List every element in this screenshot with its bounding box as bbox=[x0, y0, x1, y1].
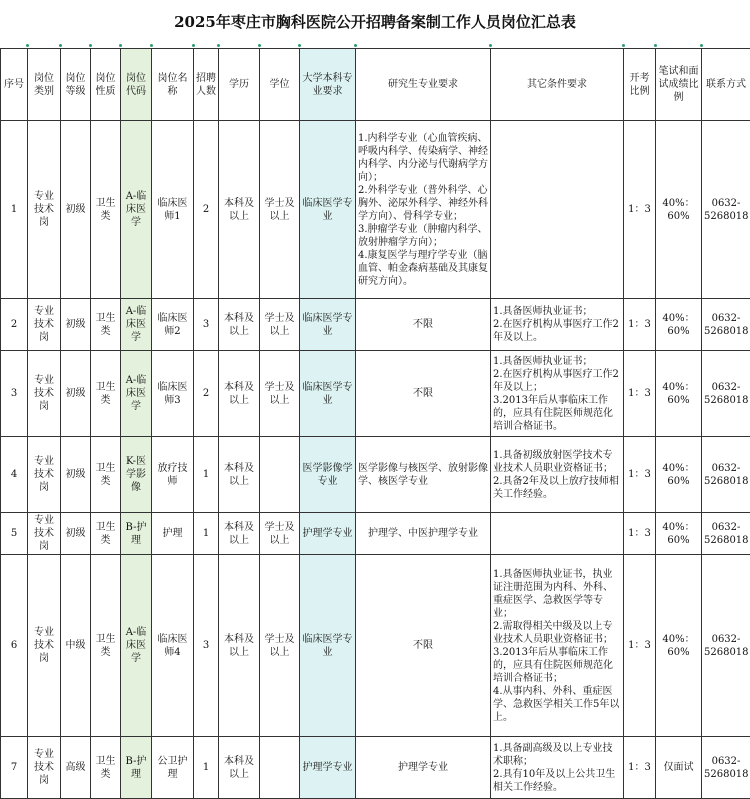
column-marker bbox=[258, 44, 261, 47]
cell-name: 公卫护理 bbox=[152, 737, 194, 799]
table-row bbox=[1, 121, 750, 299]
cell-undergrad-major: 临床医学专业 bbox=[300, 121, 356, 299]
cell-category: 专业技术岗 bbox=[28, 437, 61, 513]
column-marker bbox=[150, 44, 153, 47]
positions-table bbox=[0, 48, 750, 799]
header-nature: 岗位性质 bbox=[91, 49, 121, 121]
cell-other: 1.具备医师执业证书，执业证注册范围为内科、外科、重症医学、急救医学等专业； 2.需取得相关中级及以上专业技术人员职业资格证书； 3.2013年后从事临床工作的，应具有住院医师规范化培训合格证书； 4.从事内科、外科、重症医学、急救医学相关工作5年以上。 bbox=[491, 555, 624, 737]
cell-level: 初级 bbox=[61, 513, 91, 555]
cell-code: B-护理 bbox=[121, 737, 152, 799]
cell-code: A-临床医学 bbox=[121, 351, 152, 437]
cell-name: 放疗技师 bbox=[152, 437, 194, 513]
column-marker bbox=[59, 44, 62, 47]
page-title: 2025年枣庄市胸科医院公开招聘备案制工作人员岗位汇总表 bbox=[174, 13, 576, 31]
cell-other bbox=[491, 513, 624, 555]
cell-score-ratio: 40%：60% bbox=[656, 351, 702, 437]
header-other: 其它条件要求 bbox=[491, 49, 624, 121]
cell-education: 本科及以上 bbox=[219, 121, 260, 299]
header-contact: 联系方式 bbox=[702, 49, 750, 121]
header-undergrad-major: 大学本科专业要求 bbox=[300, 49, 356, 121]
cell-nature: 卫生类 bbox=[91, 737, 121, 799]
cell-contact: 0632-5268018 bbox=[702, 121, 750, 299]
table-row bbox=[1, 737, 750, 799]
cell-count: 2 bbox=[194, 121, 219, 299]
cell-count: 3 bbox=[194, 555, 219, 737]
cell-name: 临床医师4 bbox=[152, 555, 194, 737]
table-row bbox=[1, 555, 750, 737]
cell-level: 初级 bbox=[61, 437, 91, 513]
cell-count: 3 bbox=[194, 299, 219, 351]
cell-other: 1.具备初级放射医学技术专业技术人员职业资格证书； 2.具备2年及以上放疗技师相关工作经验。 bbox=[491, 437, 624, 513]
cell-grad-major: 不限 bbox=[356, 351, 491, 437]
cell-name: 临床医师2 bbox=[152, 299, 194, 351]
cell-education: 本科及以上 bbox=[219, 437, 260, 513]
cell-ratio: 1：3 bbox=[624, 437, 656, 513]
column-marker bbox=[354, 44, 357, 47]
cell-degree: 学士及以上 bbox=[260, 299, 300, 351]
cell-nature: 卫生类 bbox=[91, 437, 121, 513]
cell-score-ratio: 40%：60% bbox=[656, 555, 702, 737]
cell-score-ratio: 仅面试 bbox=[656, 737, 702, 799]
cell-grad-major: 护理学、中医护理学专业 bbox=[356, 513, 491, 555]
cell-education: 本科及以上 bbox=[219, 555, 260, 737]
cell-ratio: 1：3 bbox=[624, 299, 656, 351]
cell-score-ratio: 40%：60% bbox=[656, 437, 702, 513]
column-marker bbox=[654, 44, 657, 47]
cell-undergrad-major: 临床医学专业 bbox=[300, 555, 356, 737]
table-row bbox=[1, 299, 750, 351]
cell-grad-major: 医学影像与核医学、放射影像学、核医学专业 bbox=[356, 437, 491, 513]
cell-education: 本科及以上 bbox=[219, 299, 260, 351]
cell-seq: 4 bbox=[1, 437, 28, 513]
cell-category: 专业技术岗 bbox=[28, 737, 61, 799]
column-marker bbox=[217, 44, 220, 47]
cell-grad-major: 不限 bbox=[356, 299, 491, 351]
cell-undergrad-major: 护理学专业 bbox=[300, 737, 356, 799]
cell-other: 1.具备医师执业证书； 2.在医疗机构从事医疗工作2年及以上； 3.2013年后从事临床工作的，应具有住院医师规范化培训合格证书。 bbox=[491, 351, 624, 437]
column-marker bbox=[489, 44, 492, 47]
cell-education: 本科及以上 bbox=[219, 737, 260, 799]
cell-undergrad-major: 临床医学专业 bbox=[300, 351, 356, 437]
header-level: 岗位等级 bbox=[61, 49, 91, 121]
cell-code: B-护理 bbox=[121, 513, 152, 555]
table-row bbox=[1, 513, 750, 555]
header-ratio: 开考比例 bbox=[624, 49, 656, 121]
cell-nature: 卫生类 bbox=[91, 513, 121, 555]
cell-category: 专业技术岗 bbox=[28, 513, 61, 555]
cell-category: 专业技术岗 bbox=[28, 299, 61, 351]
cell-degree: 学士及以上 bbox=[260, 555, 300, 737]
cell-name: 临床医师3 bbox=[152, 351, 194, 437]
cell-contact: 0632-5268018 bbox=[702, 513, 750, 555]
column-marker bbox=[298, 44, 301, 47]
cell-undergrad-major: 医学影像学专业 bbox=[300, 437, 356, 513]
cell-grad-major: 1.内科学专业（心血管疾病、呼吸内科学、传染病学、神经内科学、内分泌与代谢病学方向）； 2.外科学专业（普外科学、心胸外、泌尿外科学、神经外科学方向）、骨科学专业； 3.肿瘤学专业（肿瘤内科学、放射肿瘤学方向）； 4.康复医学与理疗学专业（脑血管、帕金森病基础及其康复研究方向）。 bbox=[356, 121, 491, 299]
cell-degree bbox=[260, 737, 300, 799]
cell-contact: 0632-5268018 bbox=[702, 299, 750, 351]
cell-score-ratio: 40%：60% bbox=[656, 513, 702, 555]
cell-count: 1 bbox=[194, 437, 219, 513]
column-marker bbox=[192, 44, 195, 47]
column-marker bbox=[89, 44, 92, 47]
cell-level: 高级 bbox=[61, 737, 91, 799]
cell-seq: 7 bbox=[1, 737, 28, 799]
cell-category: 专业技术岗 bbox=[28, 351, 61, 437]
cell-code: A-临床医学 bbox=[121, 299, 152, 351]
cell-ratio: 1：3 bbox=[624, 555, 656, 737]
table-row bbox=[1, 437, 750, 513]
cell-other: 1.具备医师执业证书； 2.在医疗机构从事医疗工作2年及以上。 bbox=[491, 299, 624, 351]
cell-contact: 0632-5268018 bbox=[702, 351, 750, 437]
header-name: 岗位名称 bbox=[152, 49, 194, 121]
cell-ratio: 1：3 bbox=[624, 121, 656, 299]
cell-grad-major: 不限 bbox=[356, 555, 491, 737]
cell-seq: 1 bbox=[1, 121, 28, 299]
cell-score-ratio: 40%：60% bbox=[656, 299, 702, 351]
cell-undergrad-major: 护理学专业 bbox=[300, 513, 356, 555]
cell-contact: 0632-5268018 bbox=[702, 555, 750, 737]
cell-grad-major: 护理学专业 bbox=[356, 737, 491, 799]
cell-other bbox=[491, 121, 624, 299]
cell-nature: 卫生类 bbox=[91, 351, 121, 437]
cell-level: 初级 bbox=[61, 299, 91, 351]
header-count: 招聘人数 bbox=[194, 49, 219, 121]
cell-name: 临床医师1 bbox=[152, 121, 194, 299]
column-marker bbox=[26, 44, 29, 47]
cell-seq: 3 bbox=[1, 351, 28, 437]
header-education: 学历 bbox=[219, 49, 260, 121]
cell-education: 本科及以上 bbox=[219, 513, 260, 555]
cell-code: A-临床医学 bbox=[121, 121, 152, 299]
cell-degree: 学士及以上 bbox=[260, 513, 300, 555]
cell-code: K-医学影像 bbox=[121, 437, 152, 513]
header-score-ratio: 笔试和面试成绩比例 bbox=[656, 49, 702, 121]
column-marker bbox=[700, 44, 703, 47]
cell-degree: 学士及以上 bbox=[260, 351, 300, 437]
cell-degree bbox=[260, 437, 300, 513]
cell-ratio: 1：3 bbox=[624, 351, 656, 437]
header-code: 岗位代码 bbox=[121, 49, 152, 121]
cell-level: 中级 bbox=[61, 555, 91, 737]
cell-other: 1.具备副高级及以上专业技术职称； 2.具有10年及以上公共卫生相关工作经验。 bbox=[491, 737, 624, 799]
cell-education: 本科及以上 bbox=[219, 351, 260, 437]
cell-nature: 卫生类 bbox=[91, 555, 121, 737]
cell-score-ratio: 40%：60% bbox=[656, 121, 702, 299]
header-category: 岗位类别 bbox=[28, 49, 61, 121]
cell-count: 2 bbox=[194, 351, 219, 437]
cell-degree: 学士及以上 bbox=[260, 121, 300, 299]
cell-ratio: 1：3 bbox=[624, 737, 656, 799]
column-marker bbox=[622, 44, 625, 47]
cell-level: 初级 bbox=[61, 351, 91, 437]
header-grad-major: 研究生专业要求 bbox=[356, 49, 491, 121]
header-degree: 学位 bbox=[260, 49, 300, 121]
cell-category: 专业技术岗 bbox=[28, 121, 61, 299]
cell-contact: 0632-5268018 bbox=[702, 437, 750, 513]
table-row bbox=[1, 351, 750, 437]
cell-seq: 2 bbox=[1, 299, 28, 351]
column-marker bbox=[119, 44, 122, 47]
cell-level: 初级 bbox=[61, 121, 91, 299]
cell-seq: 5 bbox=[1, 513, 28, 555]
cell-contact: 0632-5268018 bbox=[702, 737, 750, 799]
cell-count: 1 bbox=[194, 513, 219, 555]
cell-name: 护理 bbox=[152, 513, 194, 555]
cell-seq: 6 bbox=[1, 555, 28, 737]
cell-category: 专业技术岗 bbox=[28, 555, 61, 737]
header-seq: 序号 bbox=[1, 49, 28, 121]
header-row bbox=[1, 49, 750, 121]
cell-nature: 卫生类 bbox=[91, 121, 121, 299]
cell-ratio: 1：3 bbox=[624, 513, 656, 555]
cell-code: A-临床医学 bbox=[121, 555, 152, 737]
cell-undergrad-major: 临床医学专业 bbox=[300, 299, 356, 351]
cell-count: 1 bbox=[194, 737, 219, 799]
cell-nature: 卫生类 bbox=[91, 299, 121, 351]
